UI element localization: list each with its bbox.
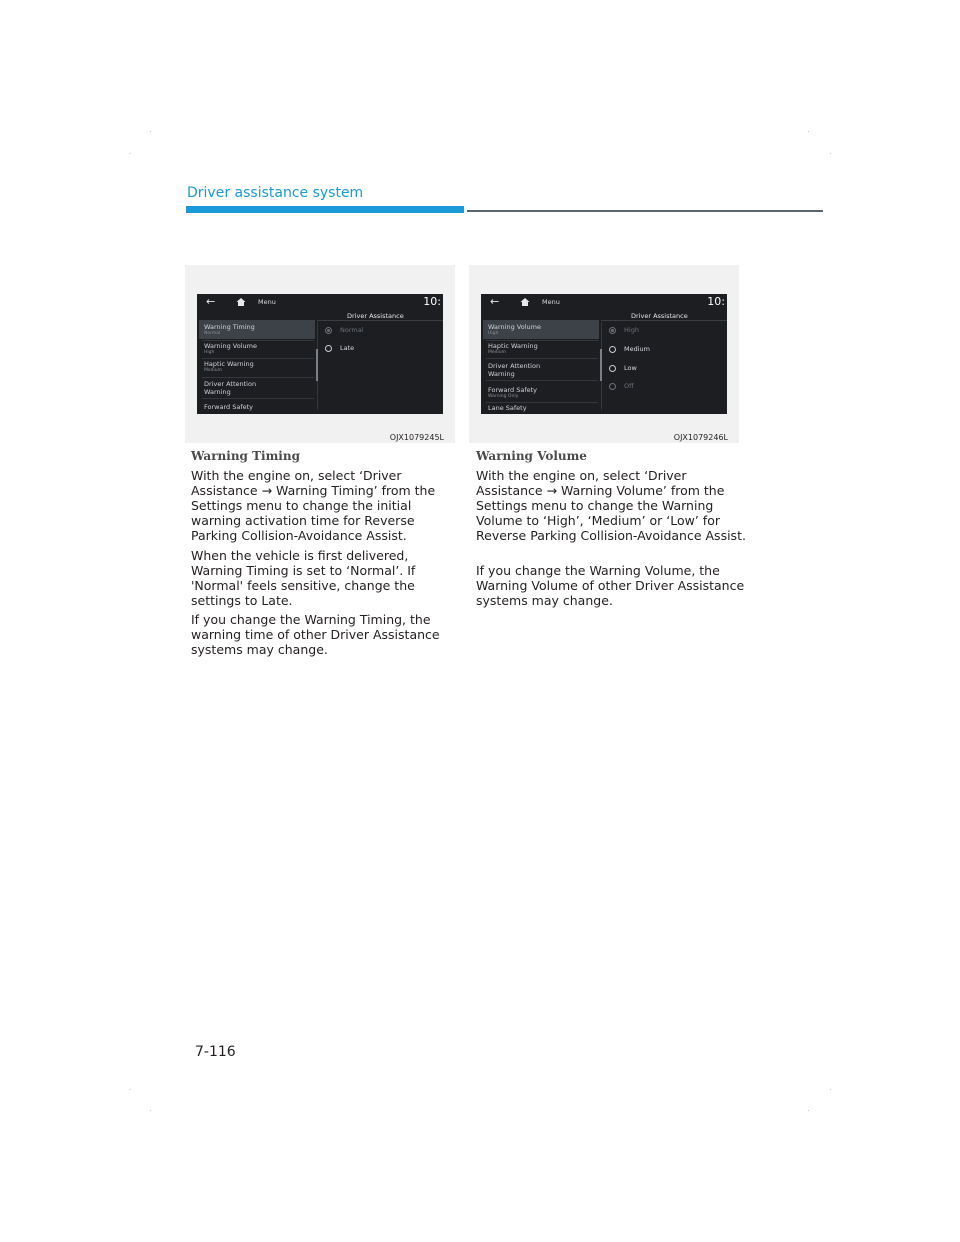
list-item <box>204 342 314 356</box>
list-item <box>488 323 598 337</box>
scrollbar <box>600 349 602 381</box>
list-item-value: Warning Only <box>488 394 519 399</box>
radio-checked-icon <box>609 327 616 334</box>
crop-mark <box>150 131 151 132</box>
paragraph: If you change the Warning Volume, the Warning Volume of other Driver Assistance systems may change. <box>476 563 745 608</box>
list-item-value: Medium <box>204 368 222 373</box>
list-item <box>204 380 314 396</box>
radio-unchecked-icon <box>325 345 332 352</box>
infotainment-screen <box>481 294 727 414</box>
figure-warning-volume <box>469 265 739 443</box>
paragraph: With the engine on, select ‘Driver Assistance → Warning Timing’ from the Settings menu to change the initial warning activation time for Reverse Parking Collision-Avoidance Assist. <box>191 468 436 543</box>
list-item-title: Warning Volume <box>204 342 257 350</box>
option-label: Low <box>624 364 637 372</box>
radio-option-normal <box>325 326 364 334</box>
header-rule <box>467 210 823 212</box>
crop-mark <box>130 1089 131 1090</box>
divider <box>486 402 598 403</box>
page-number: 7-116 <box>195 1044 236 1060</box>
crop-mark <box>808 1110 809 1111</box>
paragraph: If you change the Warning Timing, the warning time of other Driver Assistance systems may change. <box>191 612 440 657</box>
clock: 10: <box>423 295 441 308</box>
header-divider <box>601 320 727 321</box>
option-label: Late <box>340 344 355 352</box>
list-item-title: Forward Safety <box>204 403 253 411</box>
radio-unchecked-icon <box>609 383 616 390</box>
scrollbar <box>316 349 318 381</box>
figure-code: OJX1079246L <box>673 433 728 442</box>
radio-option-medium <box>609 345 650 353</box>
back-arrow-icon: ← <box>206 295 216 308</box>
divider <box>202 377 314 378</box>
list-item-value: High <box>204 350 215 355</box>
radio-option-off <box>609 382 634 390</box>
screen-header: Driver Assistance <box>631 312 688 320</box>
radio-unchecked-icon <box>609 365 616 372</box>
list-item-value: High <box>488 331 499 336</box>
divider <box>486 358 598 359</box>
figure-warning-timing <box>185 265 455 443</box>
crop-mark <box>150 1110 151 1111</box>
section-title: Driver assistance system <box>187 185 364 201</box>
home-icon <box>520 297 530 307</box>
list-item <box>204 403 314 411</box>
radio-option-low <box>609 364 637 372</box>
list-item <box>204 360 314 374</box>
header-rule-accent <box>186 206 464 213</box>
option-label: Normal <box>340 326 364 334</box>
divider <box>486 380 598 381</box>
menu-label: Menu <box>542 298 560 306</box>
list-item <box>204 323 314 337</box>
crop-mark <box>830 153 831 154</box>
list-item-title: Warning Timing <box>204 323 255 331</box>
radio-checked-icon <box>325 327 332 334</box>
crop-mark <box>808 131 809 132</box>
heading-warning-timing: Warning Timing <box>191 449 300 463</box>
crop-mark <box>830 1089 831 1090</box>
option-label: High <box>624 326 639 334</box>
list-item <box>488 362 598 378</box>
settings-list <box>197 320 317 414</box>
divider <box>202 340 314 341</box>
heading-warning-volume: Warning Volume <box>476 449 587 463</box>
option-label: Medium <box>624 345 650 353</box>
list-item-title: Warning Volume <box>488 323 541 331</box>
header-divider <box>317 320 443 321</box>
settings-list <box>481 320 601 414</box>
list-item-value: Medium <box>488 350 506 355</box>
divider <box>486 340 598 341</box>
list-item-title-line2: Warning <box>488 370 515 378</box>
crop-mark <box>130 153 131 154</box>
screen-topbar <box>481 294 727 311</box>
list-item-title: Haptic Warning <box>488 342 538 350</box>
list-item <box>488 342 598 356</box>
list-item-value: Normal <box>204 331 221 336</box>
paragraph: When the vehicle is first delivered, Warning Timing is set to ‘Normal’. If 'Normal' feels sensitive, change the settings to Late. <box>191 548 416 608</box>
list-item <box>488 404 598 412</box>
back-arrow-icon: ← <box>490 295 500 308</box>
screen-header: Driver Assistance <box>347 312 404 320</box>
list-item-title: Lane Safety <box>488 404 527 412</box>
home-icon <box>236 297 246 307</box>
radio-option-high <box>609 326 639 334</box>
list-item-title-line2: Warning <box>204 388 231 396</box>
infotainment-screen <box>197 294 443 414</box>
list-item <box>488 386 598 400</box>
figure-code: OJX1079245L <box>389 433 444 442</box>
list-item-title: Driver Attention <box>488 362 541 370</box>
radio-unchecked-icon <box>609 346 616 353</box>
paragraph: With the engine on, select ‘Driver Assistance → Warning Volume’ from the Settings menu to change the Warning Volume to ‘High’, ‘Medium’ or ‘Low’ for Reverse Parking Collision-Avoidance Assist. <box>476 468 746 543</box>
list-item-title: Driver Attention <box>204 380 257 388</box>
list-item-title: Haptic Warning <box>204 360 254 368</box>
list-item-title: Forward Safety <box>488 386 537 394</box>
menu-label: Menu <box>258 298 276 306</box>
clock: 10: <box>707 295 725 308</box>
divider <box>202 358 314 359</box>
radio-option-late <box>325 344 354 352</box>
screen-topbar <box>197 294 443 311</box>
option-label: Off <box>624 382 634 390</box>
divider <box>202 398 314 399</box>
